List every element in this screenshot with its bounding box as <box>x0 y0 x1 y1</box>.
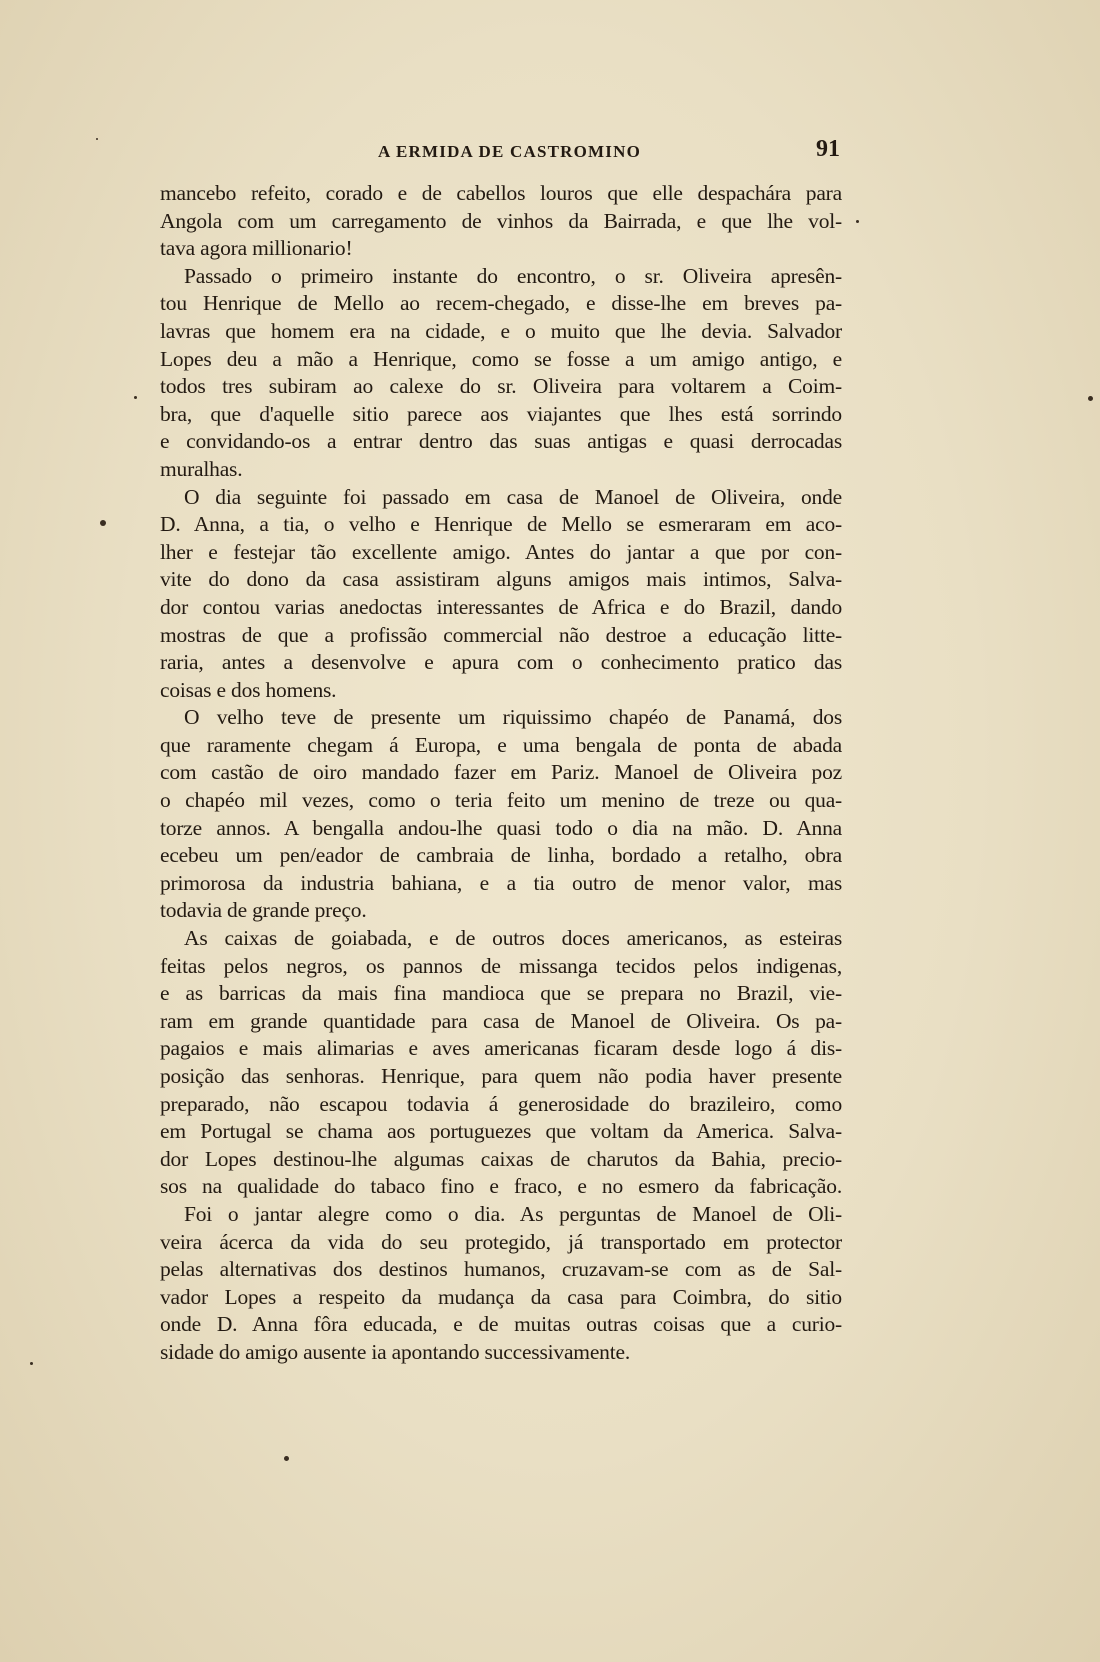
paper-speck <box>100 520 106 526</box>
text-line: ecebeu um pen/eador de cambraia de linha, bordado a retalho, obra <box>160 843 842 868</box>
text-line: que raramente chegam á Europa, e uma bengala de ponta de abada <box>160 732 842 757</box>
text-line: bra, que d'aquelle sitio parece aos viajantes que lhes está sorrindo <box>160 401 842 426</box>
text-line: todos tres subiram ao calexe do sr. Oliveira para voltarem a Coim- <box>160 374 842 399</box>
running-title: A ERMIDA DE CASTROMINO <box>378 142 642 161</box>
text-line: todavia de grande preço. <box>160 898 367 923</box>
text-line: Foi o jantar alegre como o dia. As perguntas de Manoel de Oli- <box>184 1201 842 1226</box>
text-line: dor contou varias anedoctas interessantes de Africa e do Brazil, dando <box>160 594 842 619</box>
text-line: muralhas. <box>160 456 243 481</box>
text-line: dor Lopes destinou-lhe algumas caixas de charutos da Bahia, precio- <box>160 1146 842 1171</box>
text-line: onde D. Anna fôra educada, e de muitas outras coisas que a curio- <box>160 1312 842 1337</box>
paper-speck <box>1088 396 1093 401</box>
text-line: sos na qualidade do tabaco fino e fraco, e no esmero da fabricação. <box>160 1174 842 1199</box>
text-line: em Portugal se chama aos portuguezes que voltam da America. Salva- <box>160 1119 842 1144</box>
text-line: raria, antes a desenvolve e apura com o conhecimento pratico das <box>160 650 842 675</box>
text-line: ram em grande quantidade para casa de Manoel de Oliveira. Os pa- <box>160 1008 842 1033</box>
text-line: feitas pelos negros, os pannos de missanga tecidos pelos indigenas, <box>160 953 842 978</box>
page-number: 91 <box>816 136 840 162</box>
text-line: vite do dono da casa assistiram alguns amigos mais intimos, Salva- <box>160 567 842 592</box>
text-line: torze annos. A bengalla andou-lhe quasi todo o dia na mão. D. Anna <box>160 815 842 840</box>
text-line: pagaios e mais alimarias e aves americanas ficaram desde logo á dis- <box>160 1036 842 1061</box>
text-line: coisas e dos homens. <box>160 677 337 702</box>
text-line: tou Henrique de Mello ao recem-chegado, e disse-lhe em breves pa- <box>160 291 842 316</box>
paper-speck <box>96 138 98 140</box>
text-line: mostras de que a profissão commercial não destroe a educação litte- <box>160 622 842 647</box>
text-line: As caixas de goiabada, e de outros doces americanos, as esteiras <box>184 926 842 951</box>
text-line: o chapéo mil vezes, como o teria feito um menino de treze ou qua- <box>160 788 842 813</box>
paper-speck <box>30 1362 33 1365</box>
text-line: O dia seguinte foi passado em casa de Manoel de Oliveira, onde <box>184 484 842 509</box>
text-line: com castão de oiro mandado fazer em Pariz. Manoel de Oliveira poz <box>160 760 842 785</box>
text-line: D. Anna, a tia, o velho e Henrique de Mello se esmeraram em aco- <box>160 512 842 537</box>
text-line: O velho teve de presente um riquissimo chapéo de Panamá, dos <box>184 705 842 730</box>
text-line: pelas alternativas dos destinos humanos, cruzavam-se com as de Sal- <box>160 1257 842 1282</box>
text-line: e as barricas da mais fina mandioca que se prepara no Brazil, vie- <box>160 981 842 1006</box>
paper-speck <box>134 396 137 399</box>
text-line: Lopes deu a mão a Henrique, como se fosse a um amigo antigo, e <box>160 346 842 371</box>
text-line: lavras que homem era na cidade, e o muito que lhe devia. Salvador <box>160 318 842 343</box>
body-text <box>160 180 842 1367</box>
text-line: mancebo refeito, corado e de cabellos louros que elle despachára para <box>160 181 842 205</box>
text-line: lher e festejar tão excellente amigo. Antes do jantar a que por con- <box>160 539 842 564</box>
text-line: posição das senhoras. Henrique, para quem não podia haver presente <box>160 1064 842 1088</box>
paper-speck <box>856 220 859 223</box>
text-line: preparado, não escapou todavia á generosidade do brazileiro, como <box>160 1091 842 1116</box>
text-line: e convidando-os a entrar dentro das suas antigas e quasi derrocadas <box>160 429 842 454</box>
text-line: primorosa da industria bahiana, e a tia outro de menor valor, mas <box>160 870 842 895</box>
text-line: Angola com um carregamento de vinhos da Bairrada, e que lhe vol- <box>160 208 842 233</box>
text-line: tava agora millionario! <box>160 236 353 261</box>
text-line: veira ácerca da vida do seu protegido, já transportado em protector <box>160 1229 842 1254</box>
text-line: Passado o primeiro instante do encontro, o sr. Oliveira apresên- <box>184 263 842 288</box>
text-line: vador Lopes a respeito da mudança da casa para Coimbra, do sitio <box>160 1284 842 1309</box>
paper-speck <box>284 1456 289 1461</box>
page-header <box>160 138 840 168</box>
text-line: sidade do amigo ausente ia apontando successivamente. <box>160 1339 631 1364</box>
